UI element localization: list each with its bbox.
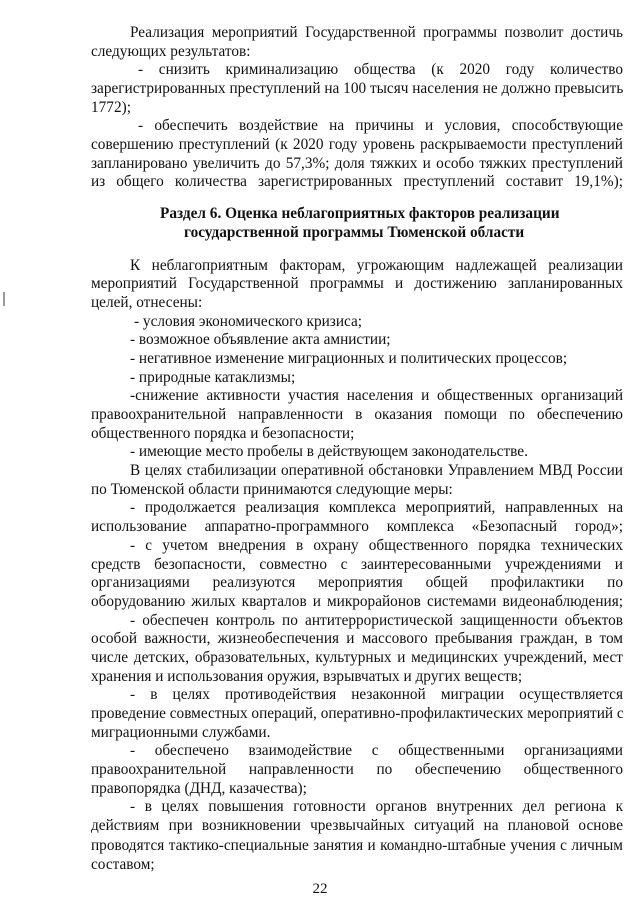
scan-margin-mark: [3, 292, 5, 306]
list-item: -снижение активности участия населения и общественных организаций: [130, 387, 623, 405]
text-line: по Тюменской области принимаются следующие меры:: [91, 480, 453, 498]
list-item: - негативное изменение миграционных и политических процессов;: [130, 350, 568, 367]
list-item: - имеющие место пробелы в действующем законодательстве.: [130, 443, 528, 461]
list-item: - обеспечен контроль по антитеррористической защищенности объектов: [130, 611, 623, 629]
list-item: - в целях повышения готовности органов внутренних дел региона к: [130, 798, 623, 816]
text-line: совершению преступлений (к 2020 году уровень раскрываемости преступлений: [91, 136, 623, 154]
text-line: числе детских, образовательных, культурных и медицинских учреждений, мест: [91, 648, 623, 666]
text-line: правоохранительной направленности в оказания помощи по обеспечению: [91, 406, 623, 423]
text-line: оборудованию жилых кварталов и микрорайонов системами видеонаблюдения;: [91, 592, 623, 610]
text-line: целей, отнесены:: [91, 293, 203, 311]
text-line: особой важности, жизнеобеспечения и массового пребывания граждан, в том: [91, 630, 623, 648]
text-line: Реализация мероприятий Государственной программы позволит достичь: [130, 24, 623, 41]
list-item: - с учетом внедрения в охрану общественного порядка технических: [130, 536, 623, 554]
text-line: организациями реализуются мероприятия общей профилактики по: [91, 574, 623, 592]
text-line: 1772);: [91, 98, 131, 116]
list-item: - продолжается реализация комплекса мероприятий, направленных на: [130, 499, 623, 517]
text-line: использование аппаратно-программного комплекса «Безопасный город»;: [91, 518, 623, 536]
text-line: правопорядка (ДНД, казачества);: [91, 779, 307, 797]
text-line: мероприятий Государственной программы и достижению запланированных: [91, 275, 623, 293]
text-line: зарегистрированных преступлений на 100 тысяч населения не должно превысить: [91, 80, 624, 97]
text-line: следующих результатов:: [91, 42, 251, 60]
section-heading: Раздел 6. Оценка неблагоприятных факторов реализации: [160, 205, 560, 223]
text-line: проводятся тактико-специальные занятия и командно-штабные учения с личным: [91, 836, 623, 854]
text-line: - обеспечить воздействие на причины и условия, способствующие: [138, 117, 623, 135]
section-heading: государственной программы Тюменской области: [184, 223, 525, 241]
page-number: 22: [312, 881, 328, 897]
text-line: хранения и использования оружия, взрывчатых и других веществ;: [91, 667, 523, 685]
text-line: средств безопасности, совместно с заинтересованными учреждениями и: [91, 555, 623, 573]
list-item: - в целях противодействия незаконной миграции осуществляется: [130, 686, 623, 704]
text-line: К неблагоприятным факторам, угрожающим надлежащей реализации: [130, 256, 623, 274]
text-line: запланировано увеличить до 57,3%; доля тяжких и особо тяжких преступлений: [91, 154, 623, 172]
text-line: проведение совместных операций, оперативно-профилактических мероприятий с: [91, 704, 624, 722]
text-line: правоохранительной направленности по обеспечению общественного: [91, 761, 623, 778]
text-line: - снизить криминализацию общества (к 2020 году количество: [138, 61, 623, 79]
text-line: общественного порядка и безопасности;: [91, 424, 355, 442]
list-item: - природные катаклизмы;: [130, 368, 296, 386]
list-item: - условия экономического кризиса;: [134, 312, 363, 330]
text-line: миграционными службами.: [91, 723, 271, 741]
list-item: - обеспечено взаимодействие с общественными организациями: [130, 742, 623, 760]
text-line: действиям при возникновении чрезвычайных ситуаций на плановой основе: [91, 817, 623, 834]
text-line: из общего количества зарегистрированных преступлений составит 19,1%);: [91, 173, 623, 191]
text-line: В целях стабилизации оперативной обстановки Управлением МВД России: [130, 462, 623, 480]
list-item: - возможное объявление акта амнистии;: [130, 331, 391, 349]
text-line: составом;: [91, 856, 155, 873]
